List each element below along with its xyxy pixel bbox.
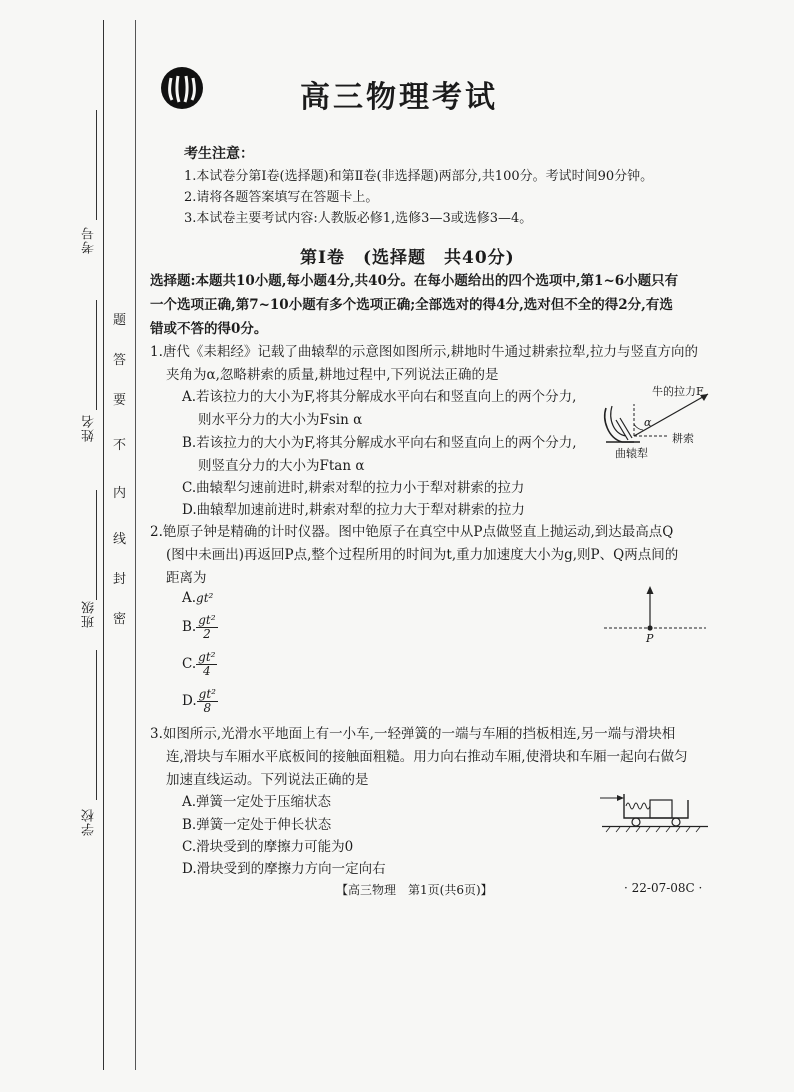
q1-option-d: D.曲辕犁加速前进时,耕索对犁的拉力大于犁对耕索的拉力 — [182, 502, 525, 518]
exam-code: · 22-07-08C · — [624, 881, 703, 895]
option-letter: A. — [182, 590, 197, 606]
q2-stem-line: 2.铯原子钟是精确的计时仪器。图中铯原子在真空中从P点做竖直上抛运动,到达最高点Q — [150, 524, 674, 540]
seal-char: 密 — [113, 612, 127, 627]
class-label: 班级 — [82, 600, 97, 628]
school-label: 学校 — [82, 808, 97, 836]
atom-figure — [600, 582, 710, 642]
name-line — [96, 300, 97, 410]
binding-line-outer — [103, 20, 104, 1070]
q1-option-b-cont: 则竖直分力的大小为Ftan α — [198, 458, 365, 474]
exam-no-label: 考号 — [82, 226, 97, 254]
fraction-denominator: 4 — [202, 664, 211, 678]
section-title: 第Ⅰ卷 (选择题 共40分) — [300, 248, 515, 268]
publisher-logo-icon — [160, 66, 204, 110]
q1-option-c: C.曲辕犁匀速前进时,耕索对犁的拉力小于犁对耕索的拉力 — [182, 480, 525, 496]
seal-char: 线 — [113, 532, 127, 547]
fraction-numerator: gt² — [198, 613, 216, 627]
seal-char: 要 — [113, 393, 127, 408]
class-line — [96, 490, 97, 600]
exam-title: 高三物理考试 — [300, 80, 498, 115]
page-footer: 【高三物理 第1页(共6页)】 — [336, 883, 493, 897]
q2-option-b — [182, 614, 218, 641]
q3-stem-line: 连,滑块与车厢水平底板间的接触面粗糙。用力向右推动车厢,使滑块和车厢一起向右做匀 — [166, 749, 688, 765]
force-label: 牛的拉力F — [652, 385, 704, 398]
option-letter: D. — [182, 693, 197, 709]
q2-option-d — [182, 688, 218, 715]
cart-figure — [596, 788, 714, 834]
seal-char: 内 — [113, 486, 127, 501]
fraction-denominator: 8 — [203, 701, 212, 715]
binding-line-inner — [135, 20, 136, 1070]
name-label: 姓名 — [82, 414, 97, 442]
notice-item: 3.本试卷主要考试内容:人教版必修1,选修3—3或选修3—4。 — [184, 211, 533, 226]
q1-option-a: A.若该拉力的大小为F,将其分解成水平向右和竖直向上的两个分力, — [182, 389, 577, 405]
school-line — [96, 650, 97, 800]
q3-stem-line: 3.如图所示,光滑水平地面上有一小车,一轻弹簧的一端与车厢的挡板相连,另一端与滑块相 — [150, 726, 676, 742]
notice-item: 1.本试卷分第Ⅰ卷(选择题)和第Ⅱ卷(非选择题)两部分,共100分。考试时间90分钟。 — [184, 169, 654, 184]
notice-heading: 考生注意： — [184, 146, 254, 162]
seal-char: 封 — [113, 572, 127, 587]
q1-option-a-cont: 则水平分力的大小为Fsin α — [198, 412, 363, 428]
seal-char: 答 — [113, 353, 127, 368]
section-intro-line: 错或不答的得0分。 — [150, 321, 268, 337]
option-formula: gt² — [196, 591, 214, 605]
notice-item: 2.请将各题答案填写在答题卡上。 — [184, 190, 379, 205]
q3-option-b: B.弹簧一定处于伸长状态 — [182, 817, 332, 833]
q2-stem-line: 距离为 — [166, 570, 207, 586]
rope-label: 耕索 — [672, 432, 694, 445]
q2-stem-line: (图中未画出)再返回P点,整个过程所用的时间为t,重力加速度大小为g,则P、Q两点间的 — [166, 547, 679, 563]
angle-label: α — [644, 416, 652, 429]
q3-option-a: A.弹簧一定处于压缩状态 — [182, 794, 332, 810]
exam-no-line — [96, 110, 97, 220]
plough-label: 曲辕犁 — [615, 447, 648, 460]
q1-stem-line: 夹角为α,忽略耕索的质量,耕地过程中,下列说法正确的是 — [166, 367, 499, 383]
q2-option-c — [182, 651, 217, 678]
seal-char: 不 — [113, 438, 127, 453]
q1-option-b: B.若该拉力的大小为F,将其分解成水平向右和竖直向上的两个分力, — [182, 435, 577, 451]
seal-char: 题 — [113, 313, 127, 328]
q3-option-d: D.滑块受到的摩擦力方向一定向右 — [182, 861, 386, 877]
option-letter: C. — [182, 656, 197, 672]
section-intro-line: 一个选项正确,第7~10小题有多个选项正确;全部选对的得4分,选对但不全的得2分,有选 — [150, 297, 673, 313]
q3-stem-line: 加速直线运动。下列说法正确的是 — [166, 772, 369, 788]
section-intro-line: 选择题:本题共10小题,每小题4分,共40分。在每小题给出的四个选项中,第1~6小题只有 — [150, 273, 679, 289]
q2-option-a — [182, 586, 213, 610]
point-label: P — [646, 632, 654, 645]
q1-stem-line: 1.唐代《耒耜经》记载了曲辕犁的示意图如图所示,耕地时牛通过耕索拉犁,拉力与竖直方向的 — [150, 344, 698, 360]
fraction-numerator: gt² — [198, 687, 216, 701]
fraction-numerator: gt² — [198, 650, 216, 664]
option-letter: B. — [182, 619, 197, 635]
q3-option-c: C.滑块受到的摩擦力可能为0 — [182, 839, 354, 855]
fraction-denominator: 2 — [203, 627, 211, 641]
